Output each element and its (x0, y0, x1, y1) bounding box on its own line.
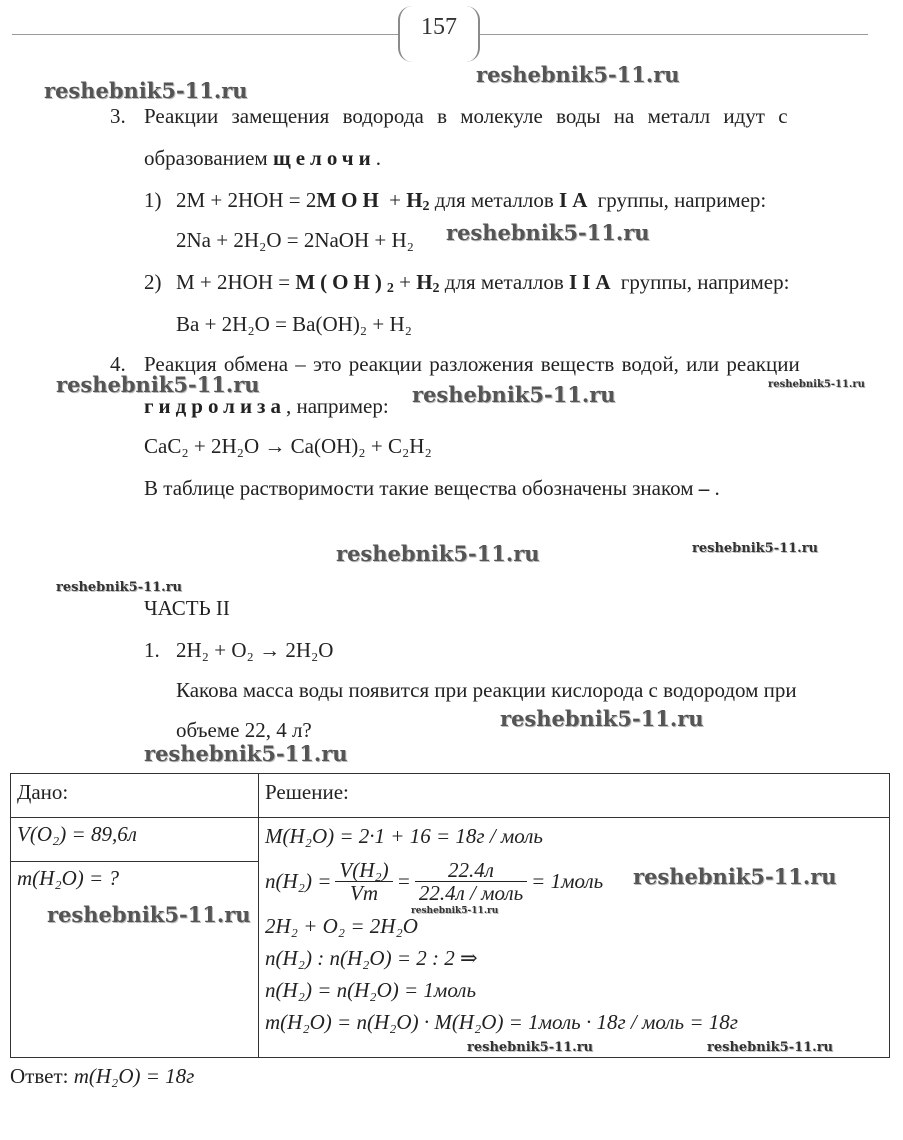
solution-header: Решение: (265, 780, 349, 804)
item4-note-sign: – (698, 476, 710, 500)
item3-line2-suffix: . (375, 146, 381, 170)
watermark: reshebnik5-11.ru (707, 1040, 834, 1055)
given-volume: V(O₂) = 89,6л (17, 822, 137, 846)
equals-sign: = (396, 868, 411, 893)
sub1-plus: + (383, 188, 407, 212)
sub1-hydrogen: H (406, 188, 423, 212)
watermark: reshebnik5-11.ru (467, 1040, 594, 1055)
sub2-text: для металлов (439, 270, 570, 294)
watermark: reshebnik5-11.ru (768, 379, 865, 390)
header-rule-right (480, 34, 868, 35)
sub1-group: IA (559, 188, 593, 212)
solution-ratio: n(H₂) : n(H₂O) = 2 : 2 ⇒ (265, 946, 478, 970)
fraction-values (415, 859, 527, 904)
watermark: reshebnik5-11.ru (56, 372, 260, 397)
moles-lhs: n(H₂) = (265, 868, 332, 893)
fraction-denominator: 22.4л / моль (418, 880, 524, 905)
sub1-hydrogen-index: 2 (422, 199, 430, 214)
item4-line2 (144, 394, 389, 419)
watermark: reshebnik5-11.ru (56, 580, 183, 595)
item3-line1: Реакции замещения водорода в молекуле воды на металл идут с (144, 104, 788, 128)
header-rule-left (12, 34, 398, 35)
sub2-plus: + (393, 270, 417, 294)
sub2-base-formula: M(OH) (295, 270, 387, 294)
watermark: reshebnik5-11.ru (411, 906, 499, 916)
watermark: reshebnik5-11.ru (412, 382, 616, 407)
solution-body (259, 818, 890, 1058)
solution-reaction: 2H₂ + O₂ = 2H₂O (265, 914, 418, 938)
watermark: reshebnik5-11.ru (476, 62, 680, 87)
sub1-eq-start: 2M + 2HOH = 2 (176, 188, 317, 212)
item3-line2-prefix: образованием (144, 146, 268, 170)
sub2-group: IIA (569, 270, 616, 294)
fraction-denominator: Vm (350, 880, 379, 905)
given-unknown: m(H₂O) = ? (17, 866, 119, 890)
given-header-cell (11, 774, 259, 818)
solution-table (10, 773, 890, 1058)
part2-equation: 2H₂ + O₂ → 2H₂O (176, 638, 334, 662)
item4-equation: CaC₂ + 2H₂O → Ca(OH)₂ + C₂H₂ (144, 434, 432, 458)
watermark: reshebnik5-11.ru (47, 902, 251, 927)
sub1-number: 1) (144, 188, 162, 212)
part2-question-line2: объеме 22, 4 л? (176, 718, 312, 742)
item4-note-text: В таблице растворимости такие вещества обозначены знаком (144, 476, 694, 500)
solution-molar-mass: M(H₂O) = 2·1 + 16 = 18г / моль (265, 824, 543, 848)
item3-number: 3. (110, 104, 126, 128)
part2-q-number: 1. (144, 638, 160, 662)
part2-title: ЧАСТЬ II (144, 596, 230, 620)
item4-note (144, 476, 720, 501)
answer-value: m(H₂O) = 18г (73, 1064, 195, 1088)
sub1-example: 2Na + 2H₂O = 2NaOH + H₂ (176, 228, 414, 252)
solution-header-cell (259, 774, 890, 818)
page-number: 157 (421, 14, 457, 40)
item4-line1: Реакция обмена – это реакции разложения веществ водой, или реакции (144, 352, 800, 376)
sub1-equation (176, 188, 766, 215)
fraction-numerator: V(H₂) (335, 859, 392, 882)
sub2-eq-start: M + 2HOH = (176, 270, 296, 294)
solution-mass: m(H₂O) = n(H₂O) · M(H₂O) = 1моль · 18г / моль = 18г (265, 1010, 738, 1034)
sub2-equation (176, 270, 789, 297)
moles-rhs: = 1моль (531, 868, 604, 893)
sub1-base-formula: MOH (316, 188, 384, 212)
keyword-hydrolysis: гидролиза (144, 394, 286, 418)
sub1-text: для металлов (429, 188, 560, 212)
watermark: reshebnik5-11.ru (633, 864, 837, 889)
watermark: reshebnik5-11.ru (144, 741, 348, 766)
given-unknown-cell (11, 862, 259, 1058)
item4-line2-suffix: , например: (285, 394, 389, 418)
item4-note-end: . (714, 476, 720, 500)
watermark: reshebnik5-11.ru (336, 541, 540, 566)
sub1-tail: группы, например: (592, 188, 767, 212)
watermark: reshebnik5-11.ru (44, 78, 248, 103)
solution-moles-equal: n(H₂) = n(H₂O) = 1моль (265, 978, 477, 1002)
sub2-tail: группы, например: (615, 270, 790, 294)
keyword-alkali: щелочи (272, 146, 376, 170)
answer (10, 1064, 194, 1089)
fraction-volume-ratio (335, 859, 392, 904)
sub2-example: Ba + 2H₂O = Ba(OH)₂ + H₂ (176, 312, 412, 336)
sub2-hydrogen: H (416, 270, 433, 294)
part2-question-line1: Какова масса воды появится при реакции кислорода с водородом при (176, 678, 797, 702)
answer-label: Ответ: (10, 1064, 69, 1088)
item4-number: 4. (110, 352, 126, 376)
watermark: reshebnik5-11.ru (500, 706, 704, 731)
sub2-base-index: 2 (386, 281, 394, 296)
item3-line2 (144, 146, 381, 171)
sub2-hydrogen-index: 2 (432, 281, 440, 296)
given-header: Дано: (17, 780, 69, 804)
fraction-numerator: 22.4л (415, 859, 527, 882)
given-volume-cell (11, 818, 259, 862)
watermark: reshebnik5-11.ru (446, 220, 650, 245)
sub2-number: 2) (144, 270, 162, 294)
watermark: reshebnik5-11.ru (692, 541, 819, 556)
